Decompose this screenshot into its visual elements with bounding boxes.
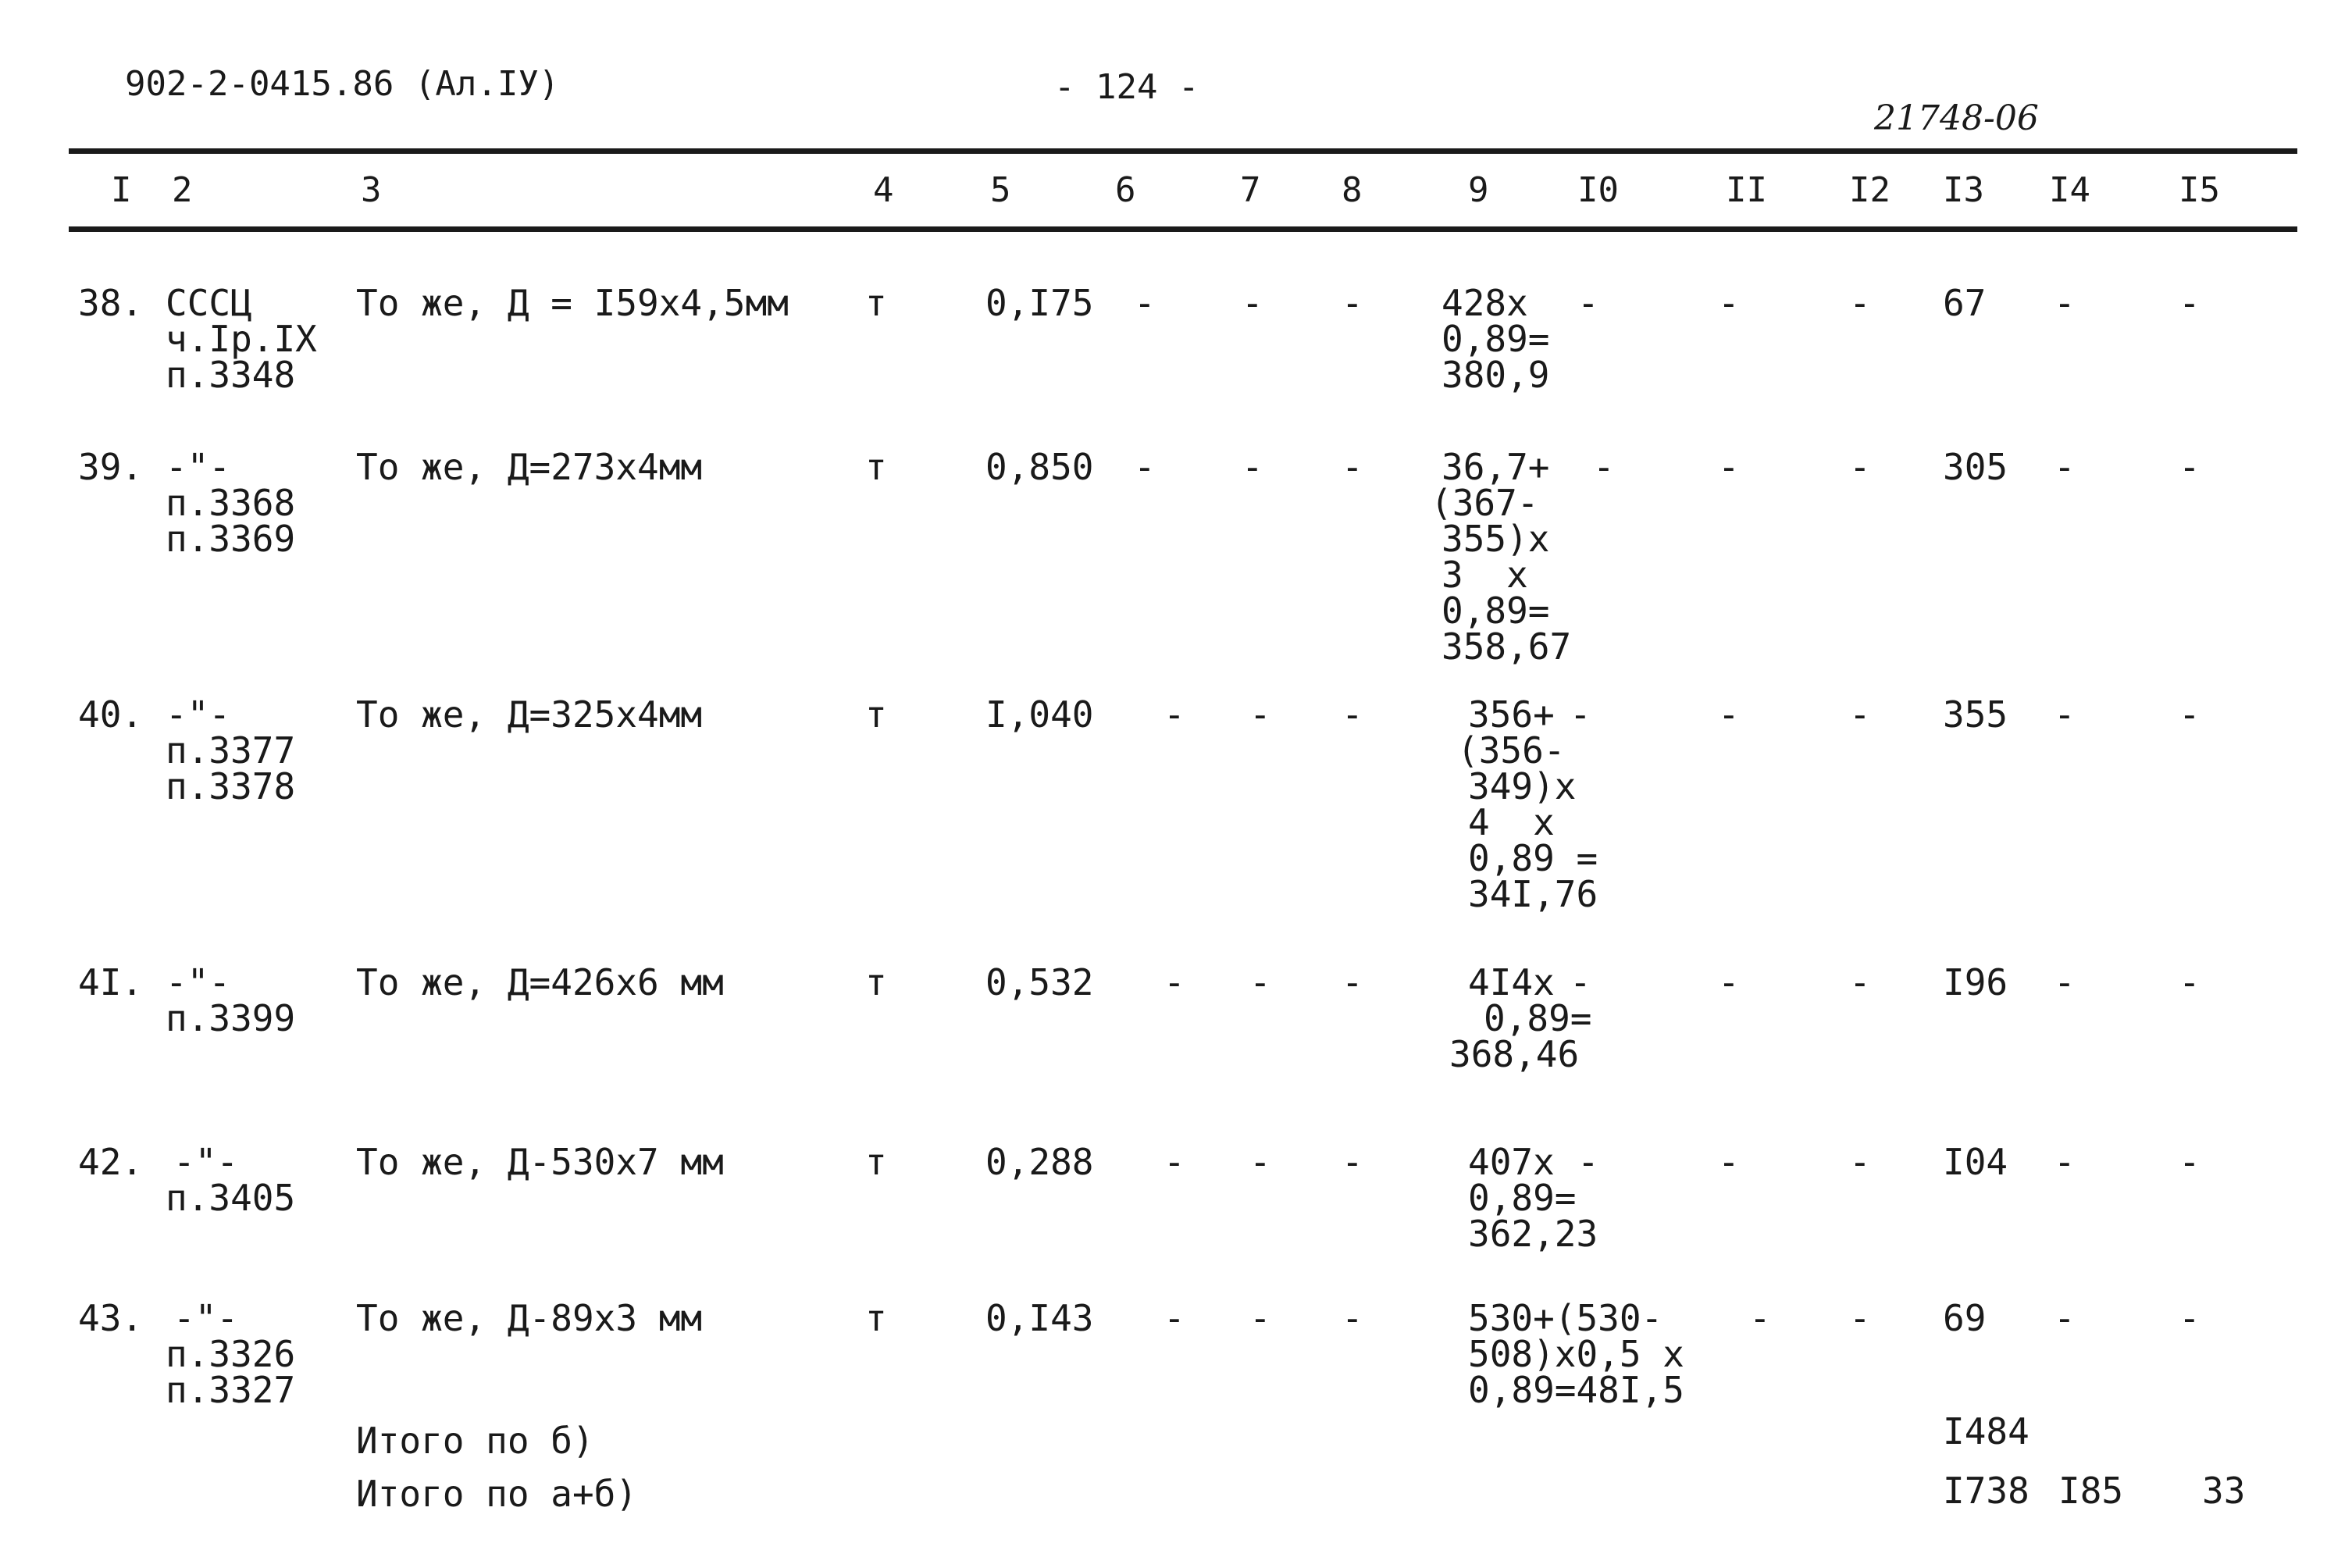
cell-col11: - bbox=[1718, 1141, 1740, 1183]
calculation-line: 356+ bbox=[1468, 693, 1555, 736]
cell-col15: - bbox=[2179, 282, 2201, 324]
reference-line: п.3378 bbox=[166, 765, 296, 807]
cell-col11: - bbox=[1718, 693, 1740, 736]
calculation-line: 380,9 bbox=[1441, 354, 1550, 396]
cell-col10: - bbox=[1570, 693, 1591, 736]
totals-label: Итого по а+б) bbox=[356, 1473, 638, 1515]
calculation-line: (356- bbox=[1457, 729, 1566, 772]
cell-col7: - bbox=[1242, 282, 1263, 324]
header-top-rule bbox=[69, 148, 2297, 154]
unit: т bbox=[865, 961, 887, 1003]
calculation-line: 0,89= bbox=[1441, 590, 1550, 632]
cell-col11: - bbox=[1718, 961, 1740, 1003]
calculation-line: 530+(530- bbox=[1468, 1297, 1663, 1339]
cell-col7: - bbox=[1249, 693, 1271, 736]
reference-line: п.3369 bbox=[166, 518, 296, 560]
cell-col14: - bbox=[2054, 1141, 2076, 1183]
cell-col15: - bbox=[2179, 961, 2201, 1003]
cell-col8: - bbox=[1342, 282, 1363, 324]
cell-col14: - bbox=[2054, 282, 2076, 324]
reference-line: ч.Iр.IX bbox=[166, 318, 317, 360]
reference-line: п.3368 bbox=[166, 482, 296, 524]
totals-col13: I484 bbox=[1943, 1410, 2029, 1452]
cell-col12: - bbox=[1849, 693, 1871, 736]
totals-col13: I738 bbox=[1943, 1470, 2029, 1512]
column-header-12: I2 bbox=[1849, 170, 1891, 210]
item-description: То же, Д = I59х4,5мм bbox=[356, 282, 789, 324]
column-header-5: 5 bbox=[990, 170, 1011, 210]
cell-col11: - bbox=[1718, 282, 1740, 324]
column-header-3: 3 bbox=[361, 170, 382, 210]
reference-line: СССЦ bbox=[166, 282, 252, 324]
calculation-line: 3 х bbox=[1441, 554, 1528, 596]
reference-line: п.3399 bbox=[166, 997, 296, 1039]
cell-col6: - bbox=[1134, 282, 1156, 324]
reference-line: п.3348 bbox=[166, 354, 296, 396]
row-number: 43. bbox=[78, 1297, 144, 1339]
cell-col10: - bbox=[1577, 282, 1599, 324]
cell-col14: - bbox=[2054, 1297, 2076, 1339]
quantity: 0,532 bbox=[985, 961, 1094, 1003]
cell-col11: - bbox=[1718, 446, 1740, 488]
totals-col14: I85 bbox=[2058, 1470, 2124, 1512]
cell-col8: - bbox=[1342, 1141, 1363, 1183]
calculation-line: 0,89 = bbox=[1468, 837, 1598, 879]
page-number: - 124 - bbox=[1054, 67, 1199, 107]
quantity: 0,288 bbox=[985, 1141, 1094, 1183]
cell-col15: - bbox=[2179, 1297, 2201, 1339]
cell-col8: - bbox=[1342, 446, 1363, 488]
cell-col10: - bbox=[1570, 961, 1591, 1003]
calculation-line: 0,89= bbox=[1468, 1177, 1577, 1219]
reference-line: -"- bbox=[166, 693, 231, 736]
column-header-4: 4 bbox=[873, 170, 894, 210]
calculation-line: 0,89=48I,5 bbox=[1468, 1369, 1684, 1411]
cell-col12: - bbox=[1849, 282, 1871, 324]
cell-col14: - bbox=[2054, 446, 2076, 488]
reference-line: п.3377 bbox=[166, 729, 296, 772]
quantity: I,040 bbox=[985, 693, 1094, 736]
cell-col14: - bbox=[2054, 961, 2076, 1003]
cell-col13: I04 bbox=[1943, 1141, 2008, 1183]
cell-col12: - bbox=[1849, 1297, 1871, 1339]
cell-col14: - bbox=[2054, 693, 2076, 736]
cell-col12: - bbox=[1849, 446, 1871, 488]
cell-col7: - bbox=[1249, 1141, 1271, 1183]
column-header-6: 6 bbox=[1115, 170, 1136, 210]
unit: т bbox=[865, 1141, 887, 1183]
reference-line: -"- bbox=[173, 1141, 239, 1183]
column-header-14: I4 bbox=[2049, 170, 2090, 210]
reference-line: -"- bbox=[173, 1297, 239, 1339]
cell-col13: 67 bbox=[1943, 282, 1987, 324]
quantity: 0,I43 bbox=[985, 1297, 1094, 1339]
cell-col11: - bbox=[1749, 1297, 1771, 1339]
column-header-8: 8 bbox=[1342, 170, 1363, 210]
totals-col15: 33 bbox=[2202, 1470, 2246, 1512]
row-number: 38. bbox=[78, 282, 144, 324]
cell-col15: - bbox=[2179, 1141, 2201, 1183]
unit: т bbox=[865, 693, 887, 736]
cell-col6: - bbox=[1164, 693, 1185, 736]
calculation-line: 362,23 bbox=[1468, 1213, 1598, 1255]
cell-col10: - bbox=[1577, 1141, 1599, 1183]
calculation-line: 4 х bbox=[1468, 801, 1555, 843]
item-description: То же, Д-89х3 мм bbox=[356, 1297, 703, 1339]
column-header-11: II bbox=[1726, 170, 1767, 210]
calculation-line: 0,89= bbox=[1484, 997, 1592, 1039]
header-bottom-rule bbox=[69, 226, 2297, 232]
row-number: 42. bbox=[78, 1141, 144, 1183]
calculation-line: 36,7+ bbox=[1441, 446, 1550, 488]
reference-line: -"- bbox=[166, 446, 231, 488]
cell-col13: 355 bbox=[1943, 693, 2008, 736]
column-header-1: I bbox=[111, 170, 132, 210]
calculation-line: 428х bbox=[1441, 282, 1528, 324]
calculation-line: 34I,76 bbox=[1468, 873, 1598, 915]
calculation-line: 4I4х bbox=[1468, 961, 1555, 1003]
column-header-10: I0 bbox=[1577, 170, 1619, 210]
calculation-line: 349)х bbox=[1468, 765, 1577, 807]
cell-col12: - bbox=[1849, 1141, 1871, 1183]
calculation-line: 508)х0,5 х bbox=[1468, 1333, 1684, 1375]
cell-col10: - bbox=[1593, 446, 1615, 488]
cell-col7: - bbox=[1242, 446, 1263, 488]
column-header-15: I5 bbox=[2179, 170, 2220, 210]
cell-col6: - bbox=[1164, 1297, 1185, 1339]
column-header-2: 2 bbox=[172, 170, 193, 210]
unit: т bbox=[865, 282, 887, 324]
cell-col8: - bbox=[1342, 693, 1363, 736]
cell-col8: - bbox=[1342, 961, 1363, 1003]
cell-col6: - bbox=[1164, 961, 1185, 1003]
document-code: 902-2-0415.86 (Ал.IУ) bbox=[125, 64, 560, 104]
cell-col7: - bbox=[1249, 1297, 1271, 1339]
cell-col8: - bbox=[1342, 1297, 1363, 1339]
reference-line: -"- bbox=[166, 961, 231, 1003]
cell-col13: 305 bbox=[1943, 446, 2008, 488]
item-description: То же, Д=426х6 мм bbox=[356, 961, 724, 1003]
calculation-line: 358,67 bbox=[1441, 625, 1572, 668]
calculation-line: (367- bbox=[1431, 482, 1539, 524]
item-description: То же, Д=273х4мм bbox=[356, 446, 703, 488]
cell-col12: - bbox=[1849, 961, 1871, 1003]
unit: т bbox=[865, 1297, 887, 1339]
cell-col6: - bbox=[1164, 1141, 1185, 1183]
totals-label: Итого по б) bbox=[356, 1420, 594, 1462]
cell-col15: - bbox=[2179, 446, 2201, 488]
calculation-line: 368,46 bbox=[1449, 1033, 1580, 1075]
calculation-line: 0,89= bbox=[1441, 318, 1550, 360]
column-header-7: 7 bbox=[1240, 170, 1261, 210]
handwritten-reference: 21748-06 bbox=[1874, 98, 2039, 138]
row-number: 4I. bbox=[78, 961, 144, 1003]
item-description: То же, Д=325х4мм bbox=[356, 693, 703, 736]
calculation-line: 407х bbox=[1468, 1141, 1555, 1183]
reference-line: п.3327 bbox=[166, 1369, 296, 1411]
row-number: 39. bbox=[78, 446, 144, 488]
quantity: 0,I75 bbox=[985, 282, 1094, 324]
reference-line: п.3405 bbox=[166, 1177, 296, 1219]
unit: т bbox=[865, 446, 887, 488]
column-header-13: I3 bbox=[1943, 170, 1984, 210]
reference-line: п.3326 bbox=[166, 1333, 296, 1375]
cell-col7: - bbox=[1249, 961, 1271, 1003]
item-description: То же, Д-530х7 мм bbox=[356, 1141, 724, 1183]
calculation-line: 355)х bbox=[1441, 518, 1550, 560]
column-header-9: 9 bbox=[1468, 170, 1489, 210]
row-number: 40. bbox=[78, 693, 144, 736]
cell-col13: I96 bbox=[1943, 961, 2008, 1003]
quantity: 0,850 bbox=[985, 446, 1094, 488]
cell-col6: - bbox=[1134, 446, 1156, 488]
cell-col13: 69 bbox=[1943, 1297, 1987, 1339]
cell-col15: - bbox=[2179, 693, 2201, 736]
